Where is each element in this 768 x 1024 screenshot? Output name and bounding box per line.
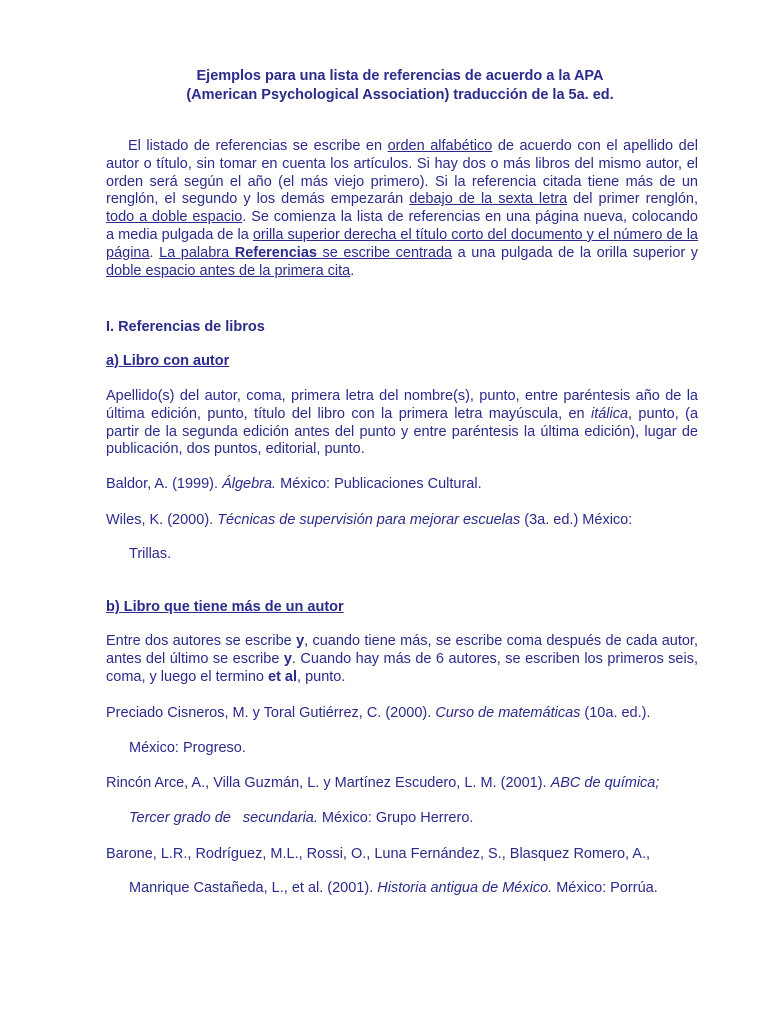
subheading-book-with-author: a) Libro con autor <box>106 353 230 369</box>
reference-entry: Rincón Arce, A., Villa Guzmán, L. y Martínez Escudero, L. M. (2001). ABC de química; <box>106 775 660 791</box>
reference-continuation: Trillas. <box>129 546 172 562</box>
subheading-multiple-authors: b) Libro que tiene más de un autor <box>106 599 344 615</box>
reference-entry: Barone, L.R., Rodríguez, M.L., Rossi, O., Luna Fernández, S., Blasquez Romero, A., <box>106 846 651 862</box>
document-title <box>0 67 768 105</box>
reference-continuation: Tercer grado de secundaria. México: Grupo Herrero. <box>129 810 474 826</box>
section-heading-books: I. Referencias de libros <box>106 319 265 335</box>
underlined-phrase: debajo de la sexta letra <box>409 191 568 208</box>
underlined-phrase: orden alfabético <box>387 138 493 154</box>
underlined-phrase: doble espacio antes de la primera cita <box>106 262 351 279</box>
reference-continuation: México: Progreso. <box>129 740 246 756</box>
book-author-description: Apellido(s) del autor, coma, primera letra del nombre(s), punto, entre paréntesis año de la última edición, punto, título del libro con la primera letra mayúscula, en itálica, punto, (a partir de la segunda edición antes del punto y entre paréntesis la última edición), lugar de publicación, dos puntos, editorial, punto. <box>106 388 699 458</box>
reference-entry: Baldor, A. (1999). Álgebra. México: Publicaciones Cultural. <box>106 476 482 492</box>
reference-entry: Preciado Cisneros, M. y Toral Gutiérrez, C. (2000). Curso de matemáticas (10a. ed.). <box>106 705 651 721</box>
intro-paragraph: El listado de referencias se escribe en orden alfabético de acuerdo con el apellido del autor o título, sin tomar en cuenta los artículos. Si hay dos o más libros del mismo autor, el orden será según el año (el más viejo primero). Si la referencia citada tiene más de un renglón, el segundo y los demás empezarán debajo de la sexta letra del primer renglón, todo a doble espacio. Se comienza la lista de referencias en una página nueva, colocando a media pulgada de la orilla superior derecha el título corto del documento y el número de la página. La palabra Referencias se escribe centrada a una pulgada de la orilla superior y doble espacio antes de la primera cita. <box>106 138 699 279</box>
underlined-phrase: todo a doble espacio <box>106 209 243 226</box>
reference-continuation: Manrique Castañeda, L., et al. (2001). Historia antigua de México. México: Porrúa. <box>129 880 658 896</box>
multiple-authors-description: Entre dos autores se escribe y, cuando tiene más, se escribe coma después de cada autor, antes del último se escribe y. Cuando hay más de 6 autores, se escriben los primeros seis, coma, y luego el termino et al, punto. <box>106 633 698 685</box>
underlined-phrase: orilla superior derecha el título corto del documento y el número de la página <box>106 226 698 261</box>
title-line-2: (American Psychological Association) traducción de la 5a. ed. <box>186 87 614 103</box>
title-line-1: Ejemplos para una lista de referencias de acuerdo a la APA <box>196 68 604 84</box>
underlined-phrase: La palabra Referencias se escribe centrada <box>159 244 453 261</box>
reference-entry: Wiles, K. (2000). Técnicas de supervisión para mejorar escuelas (3a. ed.) México: <box>106 512 633 528</box>
